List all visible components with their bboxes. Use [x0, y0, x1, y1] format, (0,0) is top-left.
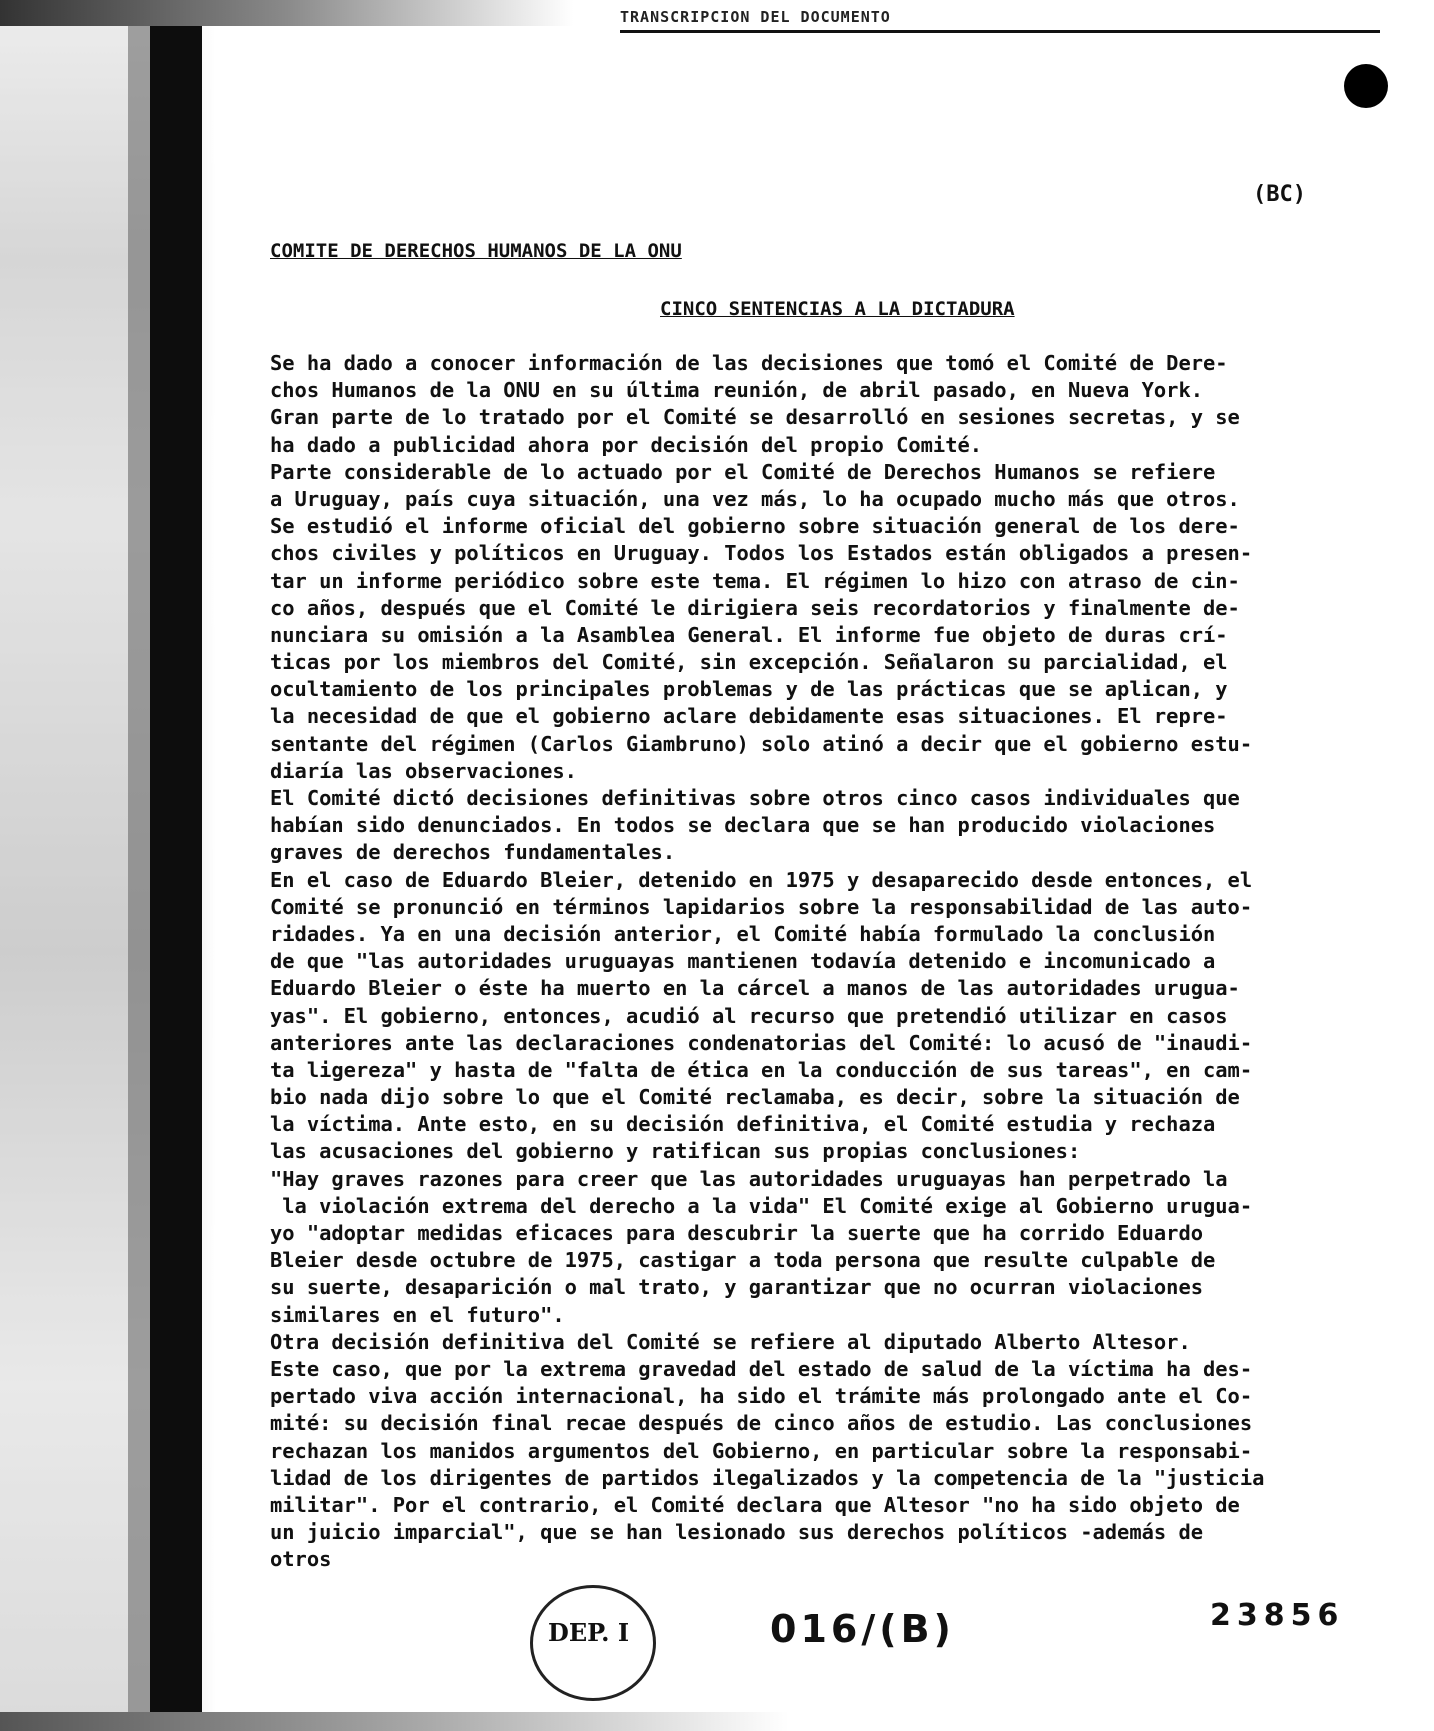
body-line: la violación extrema del derecho a la vida" El Comité exige al Gobierno urugua-: [270, 1193, 1253, 1218]
body-line: Este caso, que por la extrema gravedad del estado de salud de la víctima ha des-: [270, 1356, 1253, 1381]
scan-binding-strip: [150, 0, 202, 1720]
body-line: En el caso de Eduardo Bleier, detenido en 1975 y desaparecido desde entonces, el: [270, 867, 1253, 892]
body-line: ridades. Ya en una decisión anterior, el Comité había formulado la conclusión: [270, 921, 1216, 946]
body-line: co años, después que el Comité le dirigiera seis recordatorios y finalmente de-: [270, 595, 1240, 620]
scan-bottom-edge: [0, 1712, 1434, 1731]
document-code: (BC): [1253, 182, 1306, 207]
scan-binding-shadow: [128, 0, 150, 1720]
body-line: Se estudió el informe oficial del gobierno sobre situación general de los dere-: [270, 514, 1240, 539]
body-line: diaría las observaciones.: [270, 758, 577, 783]
body-line: Eduardo Bleier o éste ha muerto en la cárcel a manos de las autoridades urugua-: [270, 976, 1240, 1001]
body-line: la víctima. Ante esto, en su decisión definitiva, el Comité estudia y rechaza: [270, 1112, 1216, 1137]
body-line: sentante del régimen (Carlos Giambruno) solo atinó a decir que el gobierno estu-: [270, 731, 1253, 756]
body-line: graves de derechos fundamentales.: [270, 840, 676, 865]
body-line: chos civiles y políticos en Uruguay. Todos los Estados están obligados a presen-: [270, 541, 1253, 566]
body-line: ticas por los miembros del Comité, sin excepción. Señalaron su parcialidad, el: [270, 650, 1228, 675]
body-line: "Hay graves razones para creer que las autoridades uruguayas han perpetrado la: [270, 1166, 1228, 1191]
body-line: yas". El gobierno, entonces, acudió al recurso que pretendió utilizar en casos: [270, 1003, 1228, 1028]
body-line: similares en el futuro".: [270, 1302, 565, 1327]
body-line: pertado viva acción internacional, ha sido el trámite más prolongado ante el Co-: [270, 1384, 1253, 1409]
body-line: yo "adoptar medidas eficaces para descubrir la suerte que ha corrido Eduardo: [270, 1221, 1203, 1245]
body-line: militar". Por el contrario, el Comité declara que Altesor "no ha sido objeto de: [270, 1492, 1240, 1517]
document-number: 23856: [1210, 1598, 1345, 1633]
body-line: tar un informe periódico sobre este tema. El régimen lo hizo con atraso de cin-: [270, 568, 1240, 593]
body-line: bio nada dijo sobre lo que el Comité reclamaba, es decir, sobre la situación de: [270, 1085, 1240, 1110]
body-line: nunciara su omisión a la Asamblea General. El informe fue objeto de duras crí-: [270, 622, 1228, 647]
stamp-label: DEP. I: [548, 1618, 630, 1647]
document-body: [270, 350, 1395, 1573]
body-line: un juicio imparcial", que se han lesionado sus derechos políticos -además de: [270, 1520, 1203, 1545]
body-line: mité: su decisión final recae después de cinco años de estudio. Las conclusiones: [270, 1411, 1253, 1436]
body-line: las acusaciones del gobierno y ratifican sus propias conclusiones:: [270, 1139, 1081, 1164]
body-line: Gran parte de lo tratado por el Comité se desarrolló en sesiones secretas, y se: [270, 405, 1240, 430]
handwritten-reference: 016/(B): [770, 1607, 955, 1651]
body-line: habían sido denunciados. En todos se declara que se han producido violaciones: [270, 813, 1216, 838]
document-heading: COMITE DE DERECHOS HUMANOS DE LA ONU: [270, 240, 682, 262]
body-line: Otra decisión definitiva del Comité se refiere al diputado Alberto Altesor.: [270, 1329, 1191, 1354]
body-line: Bleier desde octubre de 1975, castigar a toda persona que resulte culpable de: [270, 1248, 1216, 1273]
top-header-strip: TRANSCRIPCION DEL DOCUMENTO: [620, 8, 1380, 33]
body-line: de que "las autoridades uruguayas mantienen todavía detenido e incomunicado a: [270, 949, 1216, 974]
body-line: rechazan los manidos argumentos del Gobierno, en particular sobre la responsabi-: [270, 1438, 1253, 1463]
body-line: otros: [270, 1547, 332, 1572]
body-line: ocultamiento de los principales problemas y de las prácticas que se aplican, y: [270, 677, 1228, 702]
body-line: anteriores ante las declaraciones condenatorias del Comité: lo acusó de "inaudi-: [270, 1030, 1253, 1055]
body-line: Comité se pronunció en términos lapidarios sobre la responsabilidad de las auto-: [270, 894, 1253, 919]
document-subheading: CINCO SENTENCIAS A LA DICTADURA: [660, 298, 1015, 320]
body-line: lidad de los dirigentes de partidos ilegalizados y la competencia de la "justicia: [270, 1465, 1265, 1490]
body-line: la necesidad de que el gobierno aclare debidamente esas situaciones. El repre-: [270, 704, 1228, 729]
body-line: Parte considerable de lo actuado por el Comité de Derechos Humanos se refiere: [270, 459, 1216, 484]
body-line: su suerte, desaparición o mal trato, y garantizar que no ocurran violaciones: [270, 1275, 1203, 1300]
body-line: ha dado a publicidad ahora por decisión del propio Comité.: [270, 432, 983, 457]
body-line: Se ha dado a conocer información de las decisiones que tomó el Comité de Dere-: [270, 351, 1228, 375]
body-line: ta ligereza" y hasta de "falta de ética en la conducción de sus tareas", en cam-: [270, 1057, 1253, 1082]
body-line: El Comité dictó decisiones definitivas sobre otros cinco casos individuales que: [270, 786, 1240, 810]
punch-hole-icon: [1344, 64, 1388, 108]
body-line: a Uruguay, país cuya situación, una vez más, lo ha ocupado mucho más que otros.: [270, 486, 1240, 511]
body-line: chos Humanos de la ONU en su última reunión, de abril pasado, en Nueva York.: [270, 378, 1203, 403]
